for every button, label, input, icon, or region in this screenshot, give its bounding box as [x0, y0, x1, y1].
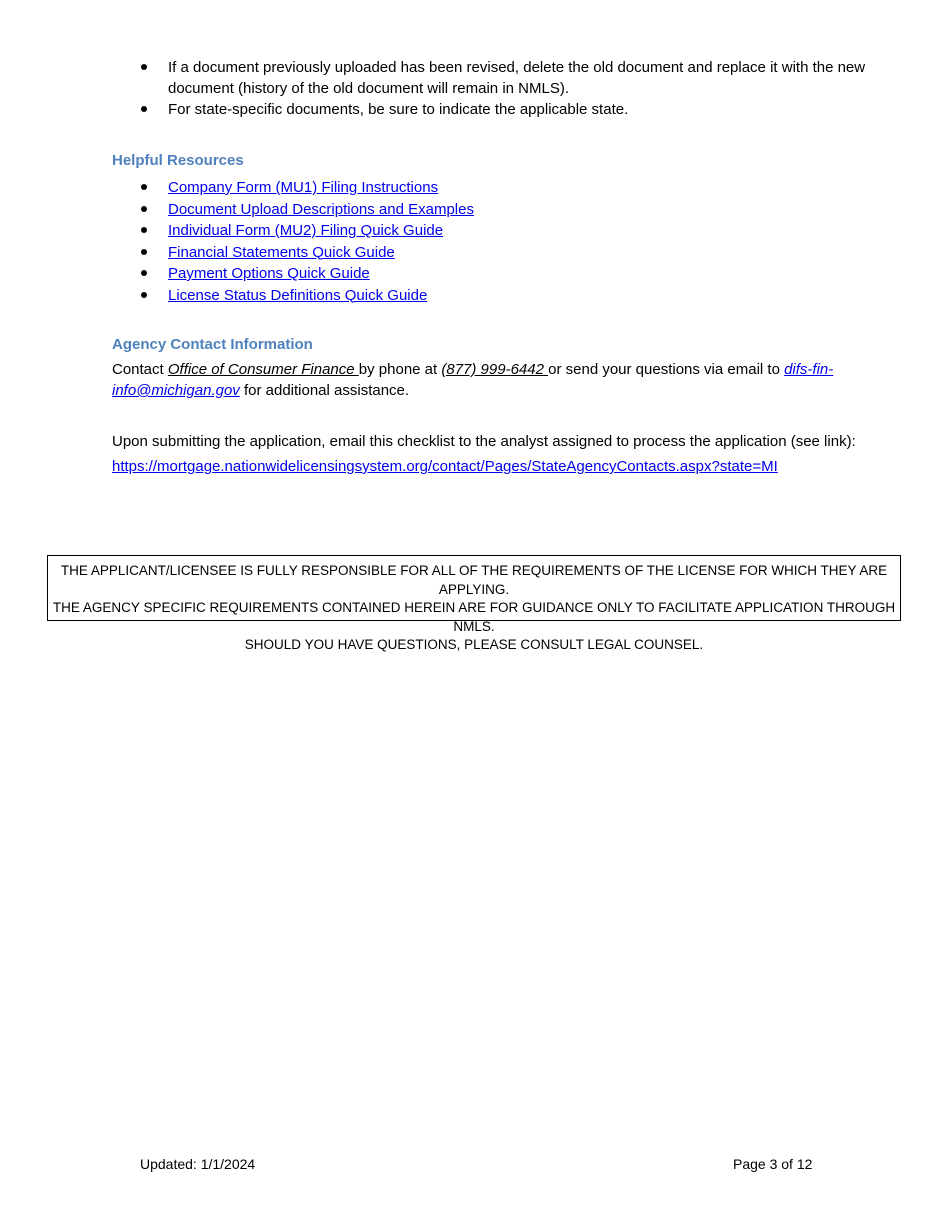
link-individual-form-mu2[interactable]: Individual Form (MU2) Filing Quick Guide [168, 222, 444, 239]
email-link[interactable]: difs-fin-info@michigan.gov [112, 361, 834, 399]
list-item: If a document previously uploaded has been revised, delete the old document and replace it with the new document (history of the old document will remain in NMLS). [168, 57, 872, 99]
link-payment-options[interactable]: Payment Options Quick Guide [168, 265, 370, 282]
list-item [168, 263, 872, 285]
disclaimer-box [47, 555, 901, 652]
contact-suffix: for additional assistance. [239, 382, 410, 399]
phone-number: (877) 999-6442 [441, 361, 549, 378]
document-body [112, 57, 872, 477]
list-item [168, 177, 872, 199]
by-phone-text: by phone at [358, 361, 442, 378]
email-prefix: or send your questions via email to [548, 361, 785, 378]
list-item: For state-specific documents, be sure to indicate the applicable state. [168, 99, 872, 120]
footer-updated: Updated: 1/1/2024 [140, 1156, 256, 1172]
contact-prefix: Contact [112, 361, 168, 378]
link-document-upload[interactable]: Document Upload Descriptions and Examples [168, 200, 474, 218]
link-license-status[interactable]: License Status Definitions Quick Guide [168, 286, 428, 304]
disclaimer-line: THE AGENCY SPECIFIC REQUIREMENTS CONTAINED HEREIN ARE FOR GUIDANCE ONLY TO FACILITATE APPLICATION THROUGH NMLS. [52, 600, 896, 634]
footer-page-number: Page 3 of 12 [733, 1156, 813, 1172]
office-name: Office of Consumer Finance [167, 361, 359, 378]
list-item [168, 220, 872, 242]
list-item [168, 242, 872, 264]
agency-contact-heading: Agency Contact Information [112, 336, 313, 353]
agency-contact-paragraph [112, 359, 872, 401]
list-item [168, 199, 872, 221]
link-company-form-mu1[interactable]: Company Form (MU1) Filing Instructions [168, 179, 439, 196]
list-item [168, 285, 872, 307]
resource-link-list [84, 177, 872, 306]
disclaimer-line: SHOULD YOU HAVE QUESTIONS, PLEASE CONSULT LEGAL COUNSEL. [244, 637, 704, 652]
intro-bullet-list [84, 57, 872, 120]
disclaimer-line: THE APPLICANT/LICENSEE IS FULLY RESPONSIBLE FOR ALL OF THE REQUIREMENTS OF THE LICENSE FOR WHICH THEY ARE APPLYING. [60, 563, 888, 597]
link-financial-statements[interactable]: Financial Statements Quick Guide [168, 243, 395, 261]
helpful-resources-heading: Helpful Resources [112, 152, 244, 169]
submission-text: Upon submitting the application, email this checklist to the analyst assigned to process the application (see link): [112, 433, 856, 450]
state-agency-contacts-link[interactable]: https://mortgage.nationwidelicensingsystem.org/contact/Pages/StateAgencyContacts.aspx?state=MI [112, 458, 778, 475]
